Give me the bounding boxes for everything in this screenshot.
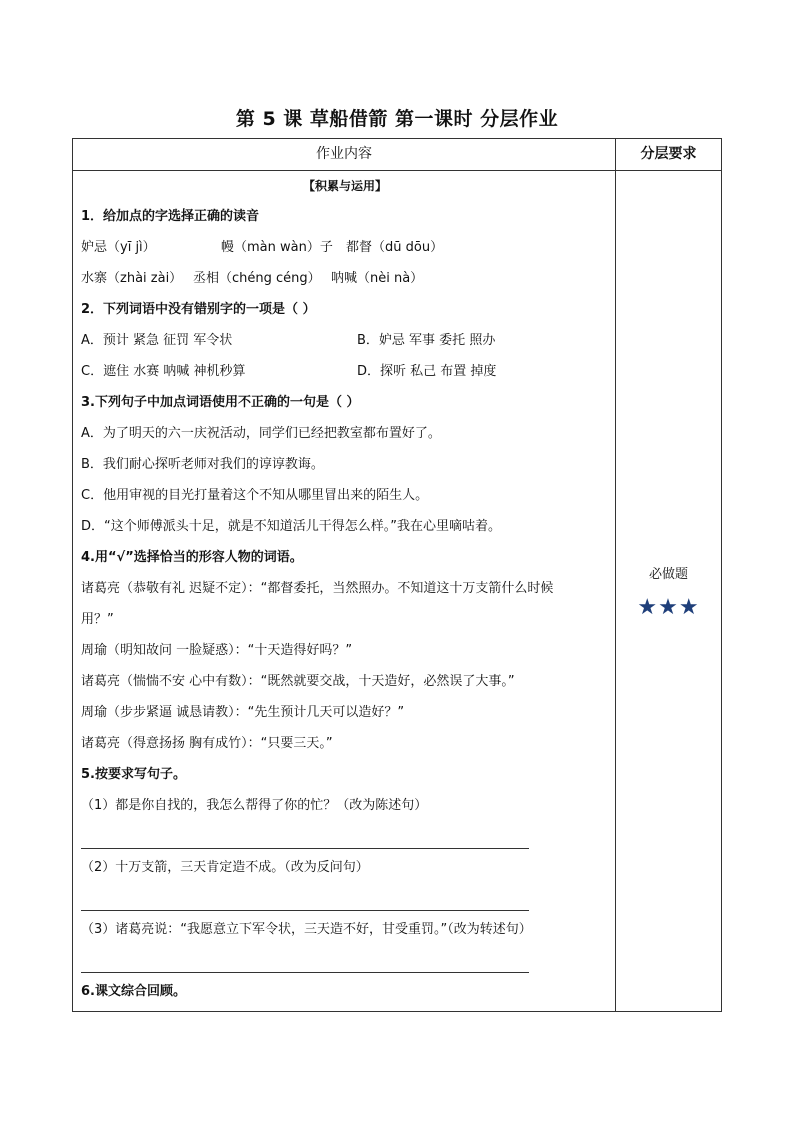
question-2-row-1 — [81, 332, 495, 350]
question-3-title: 3.下列句子中加点词语使用不正确的一句是（ ） — [81, 395, 360, 410]
pinyin-item: 水寨（zhài zài） — [81, 271, 183, 286]
pinyin-item: 幔（màn wàn）子 — [221, 240, 333, 255]
homework-table — [72, 138, 722, 1012]
question-3-option: D．“这个师傅派头十足，就是不知道活儿干得怎么样。”我在心里嘀咕着。 — [81, 519, 501, 534]
question-2-title: 2．下列词语中没有错别字的一项是（ ） — [81, 302, 316, 317]
question-5-item: （1）都是你自找的，我怎么帮得了你的忙？（改为陈述句） — [81, 798, 428, 813]
question-4-line: 周瑜（明知故问 一脸疑惑）：“十天造得好吗？” — [81, 643, 353, 658]
section-title: 【积累与运用】 — [302, 179, 387, 193]
option-item: B．妒忌 军事 委托 照办 — [357, 333, 496, 348]
question-4-line: 诸葛亮（得意扬扬 胸有成竹）：“只要三天。” — [81, 736, 333, 751]
header-content-cell: 作业内容 — [316, 146, 372, 162]
answer-line[interactable] — [81, 848, 529, 849]
question-5-title: 5.按要求写句子。 — [81, 767, 186, 782]
answer-line[interactable] — [81, 910, 529, 911]
star-rating-icon: ★★★ — [637, 595, 700, 620]
pinyin-item: 丞相（chéng céng） — [193, 271, 321, 286]
question-2-row-2 — [81, 363, 496, 381]
question-4-line: 用？” — [81, 612, 114, 627]
question-3-option: A．为了明天的六一庆祝活动，同学们已经把教室都布置好了。 — [81, 426, 441, 441]
question-6-title: 6.课文综合回顾。 — [81, 984, 186, 999]
question-5-item: （2）十万支箭，三天肯定造不成。（改为反问句） — [81, 860, 369, 875]
option-item: C．遮住 水赛 呐喊 神机秒算 — [81, 364, 246, 379]
header-level-cell: 分层要求 — [640, 146, 697, 162]
option-item: D．探听 私己 布置 掉度 — [357, 364, 497, 379]
question-4-line: 诸葛亮（恭敬有礼 迟疑不定）：“都督委托，当然照办。不知道这十万支箭什么时候 — [81, 581, 554, 596]
question-1-row-2 — [81, 270, 423, 288]
question-1-row-1 — [81, 239, 443, 257]
question-1-title: 1．给加点的字选择正确的读音 — [81, 209, 260, 224]
pinyin-item: 呐喊（nèi nà） — [331, 271, 424, 286]
question-4-title: 4.用“√”选择恰当的形容人物的词语。 — [81, 550, 303, 565]
question-5-item: （3）诸葛亮说：“我愿意立下军令状，三天造不好，甘受重罚。”（改为转述句） — [81, 922, 532, 937]
question-4-line: 周瑜（步步紧逼 诚恳请教）：“先生预计几天可以造好？” — [81, 705, 405, 720]
question-3-option: C．他用审视的目光打量着这个不知从哪里冒出来的陌生人。 — [81, 488, 429, 503]
question-4-line: 诸葛亮（惴惴不安 心中有数）：“既然就要交战，十天造好，必然误了大事。” — [81, 674, 515, 689]
pinyin-item: 妒忌（yī jì） — [81, 240, 156, 255]
option-item: A．预计 紧急 征罚 军令状 — [81, 333, 233, 348]
pinyin-item: 都督（dū dōu） — [346, 240, 444, 255]
level-label: 必做题 — [648, 567, 688, 582]
question-3-option: B．我们耐心探听老师对我们的谆谆教诲。 — [81, 457, 324, 472]
answer-line[interactable] — [81, 972, 529, 973]
page-title: 第 5 课 草船借箭 第一课时 分层作业 — [235, 108, 559, 130]
header-divider — [73, 170, 721, 171]
